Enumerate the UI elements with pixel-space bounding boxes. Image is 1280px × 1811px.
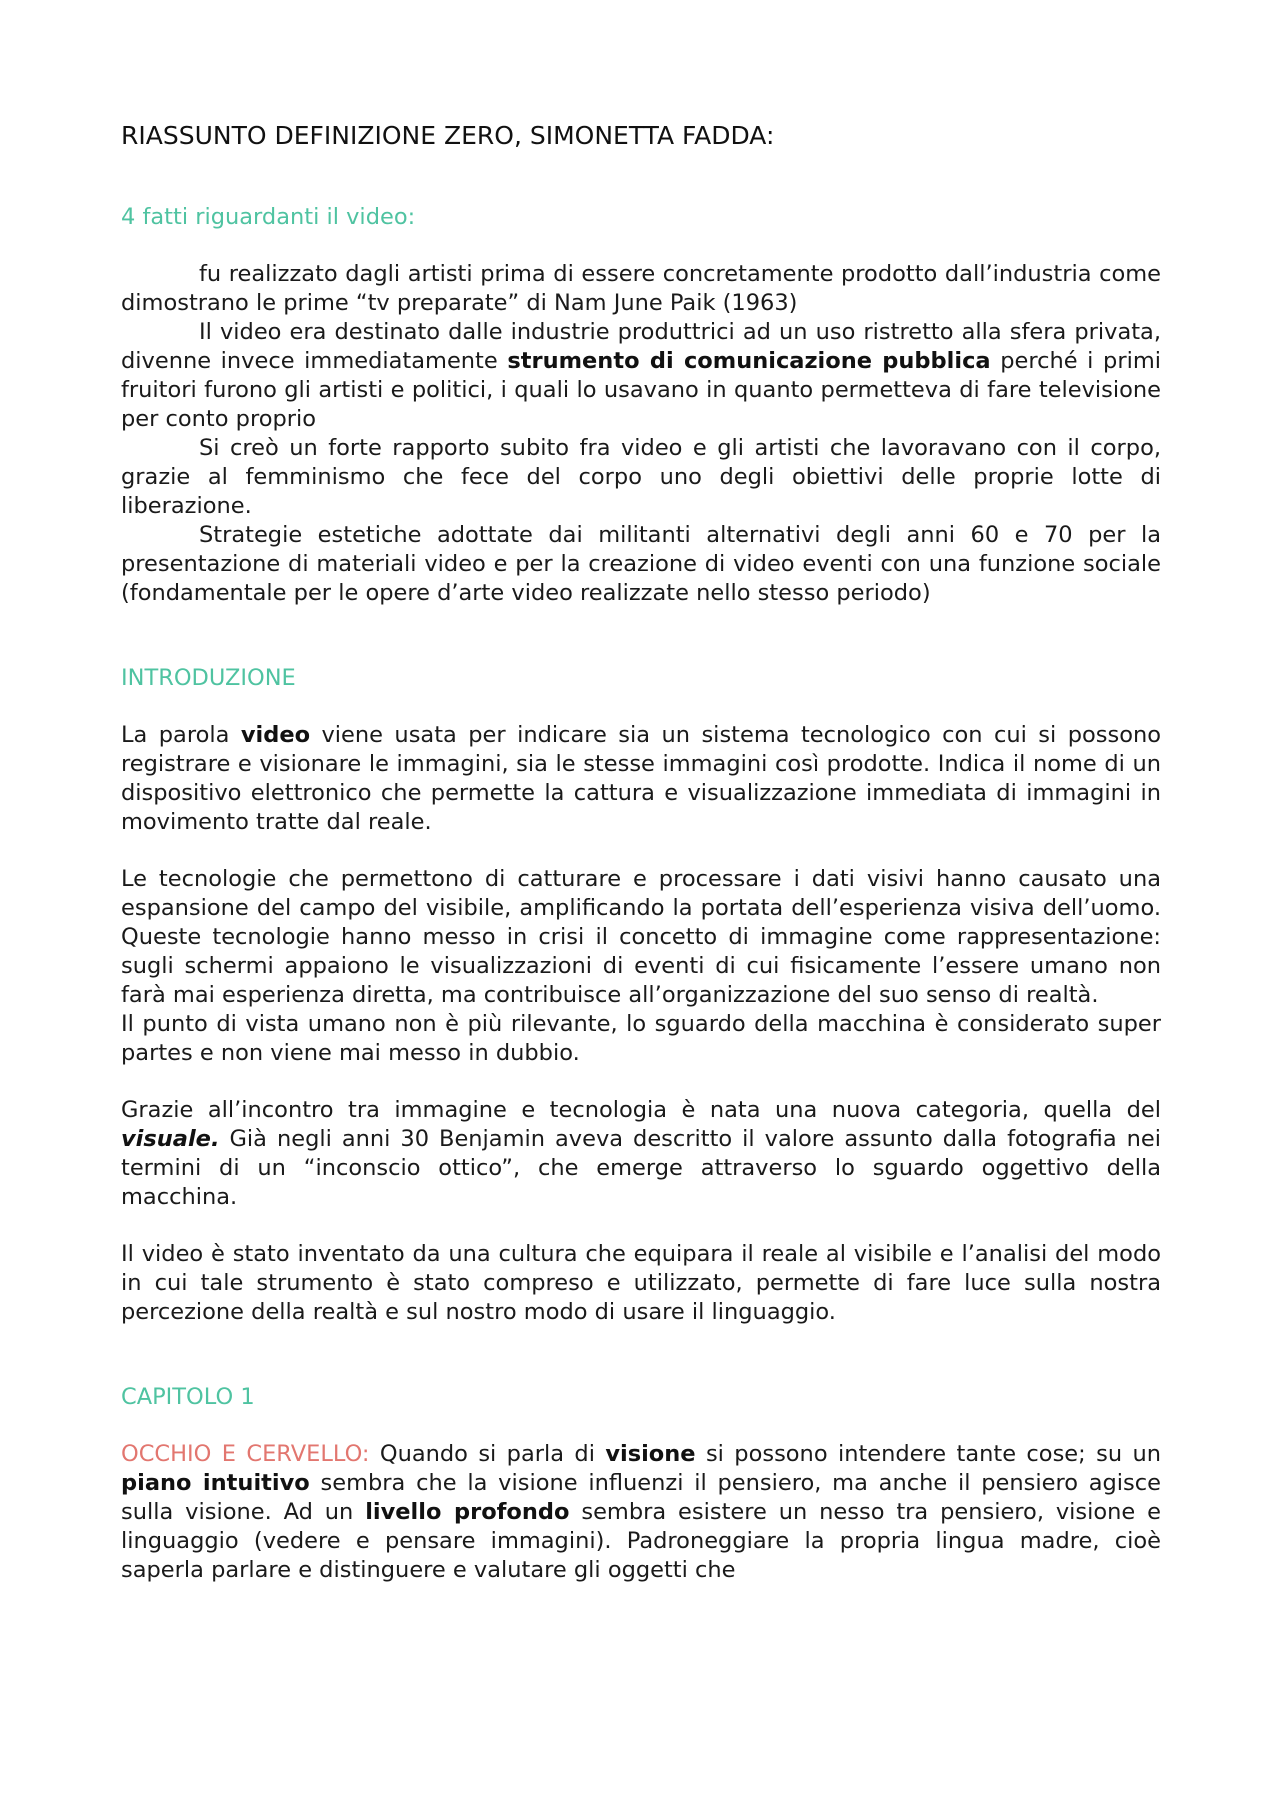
intro-paragraph-2: Le tecnologie che permettono di catturare e processare i dati visivi hanno causato una espansione del campo del visibile, amplificando la portata dell’esperienza visiva dell’uomo. Queste tecnologie hanno messo in crisi il concetto di immagine come rappresentazione: sugli schermi appaiono le visualizzazioni di eventi di cui fisicamente l’essere umano non farà mai esperienza diretta, ma contribuisce all’organizzazione del suo senso di realtà.	[121, 866, 1161, 1008]
facts-list	[121, 260, 1161, 608]
chapter1-heading: CAPITOLO 1	[121, 1384, 255, 1410]
chapter1-bold-3: livello profondo	[365, 1499, 570, 1525]
chapter1-text-3: sembra che la visione influenzi il pensiero, ma anche il pensiero agisce sulla visione. Ad un	[121, 1470, 1161, 1525]
intro-p4-text-end: Già negli anni 30 Benjamin aveva descritto il valore assunto dalla fotografia nei termini di un “inconscio ottico”, che emerge attraverso lo sguardo oggettivo della macchina.	[121, 1126, 1161, 1210]
chapter1-paragraph-1	[121, 1440, 1161, 1585]
intro-heading: INTRODUZIONE	[121, 665, 296, 691]
fact-item-1: fu realizzato dagli artisti prima di essere concretamente prodotto dall’industria come dimostrano le prime “tv preparate” di Nam June Paik (1963)	[121, 261, 1161, 316]
intro-p4-bold-italic: visuale.	[121, 1126, 220, 1152]
fact-item-4: Strategie estetiche adottate dai militanti alternativi degli anni 60 e 70 per la presentazione di materiali video e per la creazione di video eventi con una funzione sociale (fondamentale per le opere d’arte video realizzate nello stesso periodo)	[121, 522, 1161, 606]
chapter1-bold-1: visione	[605, 1441, 696, 1467]
intro-p4-text: Grazie all’incontro tra immagine e tecnologia è nata una nuova categoria, quella del	[121, 1097, 1161, 1123]
facts-heading: 4 fatti riguardanti il video:	[121, 204, 416, 230]
fact-item-2-text: Il video era destinato dalle industrie produttrici ad un uso ristretto alla sfera privata, divenne invece immediatamente	[121, 319, 1161, 374]
document-body	[121, 120, 1161, 1585]
intro-paragraph-3: Il punto di vista umano non è più rilevante, lo sguardo della macchina è considerato super partes e non viene mai messo in dubbio.	[121, 1011, 1161, 1066]
intro-paragraph-5: Il video è stato inventato da una cultura che equipara il reale al visibile e l’analisi del modo in cui tale strumento è stato compreso e utilizzato, permette di fare luce sulla nostra percezione della realtà e sul nostro modo di usare il linguaggio.	[121, 1241, 1161, 1325]
fact-item-2-text-end: perché i primi fruitori furono gli artisti e politici, i quali lo usavano in quanto permetteva di fare televisione per conto proprio	[121, 348, 1161, 432]
intro-p1-text-end: viene usata per indicare sia un sistema tecnologico con cui si possono registrare e visionare le immagini, sia le stesse immagini così prodotte. Indica il nome di un dispositivo elettronico che permette la cattura e visualizzazione immediata di immagini in movimento tratte dal reale.	[121, 722, 1162, 835]
intro-p1-text: La parola	[121, 722, 241, 748]
intro-paragraph-1	[121, 721, 1161, 837]
fact-item-2	[121, 318, 1161, 434]
chapter1-bold-2: piano intuitivo	[121, 1470, 310, 1496]
chapter1-text-2: si possono intendere tante cose; su un	[695, 1441, 1161, 1467]
fact-item-2-bold: strumento di comunicazione pubblica	[507, 348, 991, 374]
chapter1-text-4: sembra esistere un nesso tra pensiero, visione e linguaggio (vedere e pensare immagini). Padroneggiare la propria lingua madre, cioè saperla parlare e distinguere e valutare gli oggetti che	[121, 1499, 1161, 1583]
intro-paragraph-4	[121, 1096, 1161, 1212]
chapter1-lead: OCCHIO E CERVELLO:	[121, 1441, 370, 1467]
document-title: RIASSUNTO DEFINIZIONE ZERO, SIMONETTA FADDA:	[121, 121, 775, 150]
fact-item-3: Si creò un forte rapporto subito fra video e gli artisti che lavoravano con il corpo, grazie al femminismo che fece del corpo uno degli obiettivi delle proprie lotte di liberazione.	[121, 435, 1161, 519]
intro-p1-bold: video	[240, 722, 311, 748]
chapter1-text-1: Quando si parla di	[369, 1441, 606, 1467]
